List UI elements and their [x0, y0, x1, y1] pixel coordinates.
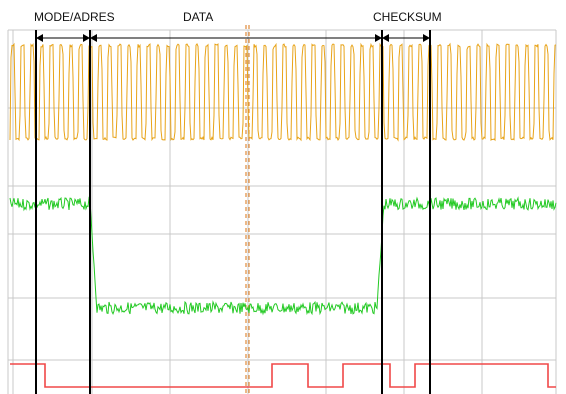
- data-label: DATA: [183, 10, 214, 24]
- segment-arrows: [36, 34, 430, 42]
- arrow-head-left: [36, 34, 43, 42]
- mode-address-label: MODE/ADRES: [34, 10, 115, 24]
- arrow-head-left: [90, 34, 97, 42]
- checksum-label: CHECKSUM: [373, 10, 442, 24]
- cursor-markers: [36, 30, 430, 394]
- arrow-head-left: [382, 34, 389, 42]
- arrow-head-right: [423, 34, 430, 42]
- arrow-head-right: [83, 34, 90, 42]
- arrow-head-right: [375, 34, 382, 42]
